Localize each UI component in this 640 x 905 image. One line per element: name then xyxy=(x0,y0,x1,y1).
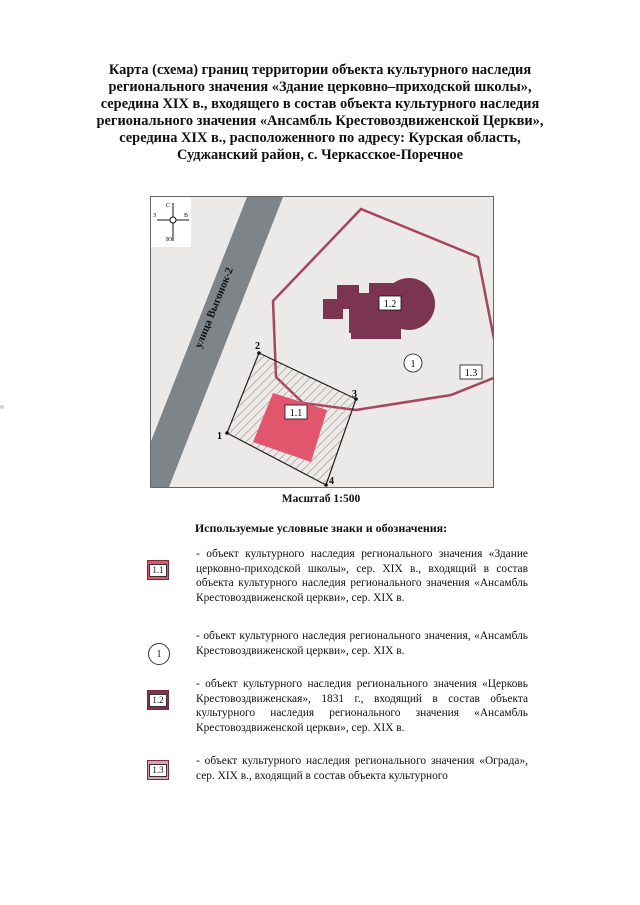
legend-text-1-1: - объект культурного наследия регионального значения «Здание церковно-приходской школы», сер. XIX в., входящий в состав объекта культурного наследия регионального значения «Ансамбль Крестовоздвиженской церкви», сер. XIX в. xyxy=(196,548,528,604)
site-map-drawing xyxy=(151,197,493,487)
compass-east: В xyxy=(184,213,189,219)
point-4: 4 xyxy=(329,476,334,487)
legend-symbol-1-3 xyxy=(147,760,169,780)
legend-text-1-2: - объект культурного наследия регионального значения «Церковь Крестовоздвиженская», 1831 г., входящий в состав объекта культурного наследия регионального значения «Ансамбль Крестовоздвиженской церкви», сер. XIX в. xyxy=(196,678,528,734)
label-1-2-text: 1.2 xyxy=(383,299,397,310)
legend-text-1-3: - объект культурного наследия регионального значения «Ограда», сер. XIX в., входящий в состав объекта культурного xyxy=(196,755,528,782)
title-line: регионального значения «Ансамбль Крестовоздвиженской Церкви», xyxy=(96,112,544,129)
title-line: середина XIX в., входящего в состав объекта культурного наследия xyxy=(100,95,540,112)
legend-symbol-1 xyxy=(148,643,170,665)
point-3: 3 xyxy=(352,389,357,400)
legend-symbol-1-2 xyxy=(147,690,169,710)
point-1: 1 xyxy=(217,431,222,442)
title-line: регионального значения «Здание церковно–приходской школы», xyxy=(108,78,532,95)
label-1-3-text: 1.3 xyxy=(464,368,478,379)
document-title xyxy=(80,62,560,163)
label-1-1 xyxy=(285,405,307,419)
legend-symbol-1-1 xyxy=(147,560,169,580)
street-label: улица Выгонок-2 xyxy=(192,265,236,350)
site-map xyxy=(150,196,494,488)
legend-symbol-1-text: 1 xyxy=(156,648,162,660)
label-1-1-text: 1.1 xyxy=(289,408,303,419)
label-1-2 xyxy=(379,296,401,310)
point-2: 2 xyxy=(255,341,260,352)
map-scale: Масштаб 1:500 xyxy=(281,493,361,505)
compass-icon xyxy=(151,197,191,247)
legend-title: Используемые условные знаки и обозначения: xyxy=(194,521,448,535)
compass-north: С xyxy=(166,203,171,209)
compass-south: Ю xyxy=(166,237,173,243)
title-line: Суджанский район, с. Черкасское-Поречное xyxy=(176,146,464,163)
legend-symbol-1-1-text: 1.1 xyxy=(149,564,166,577)
compass-west: З xyxy=(153,213,157,219)
legend-text-1: - объект культурного наследия регионального значения, «Ансамбль Крестовоздвиженской церкви», сер. XIX в. xyxy=(196,630,528,657)
label-1-text: 1 xyxy=(410,359,416,370)
legend-symbol-1-3-text: 1.3 xyxy=(149,764,166,777)
scan-mark xyxy=(0,405,4,409)
label-1-3 xyxy=(460,365,482,379)
legend-symbol-1-2-text: 1.2 xyxy=(149,694,166,707)
title-line: середина XIX в., расположенного по адресу: Курская область, xyxy=(119,129,521,146)
label-1 xyxy=(404,354,422,372)
title-line: Карта (схема) границ территории объекта культурного наследия xyxy=(108,62,532,78)
